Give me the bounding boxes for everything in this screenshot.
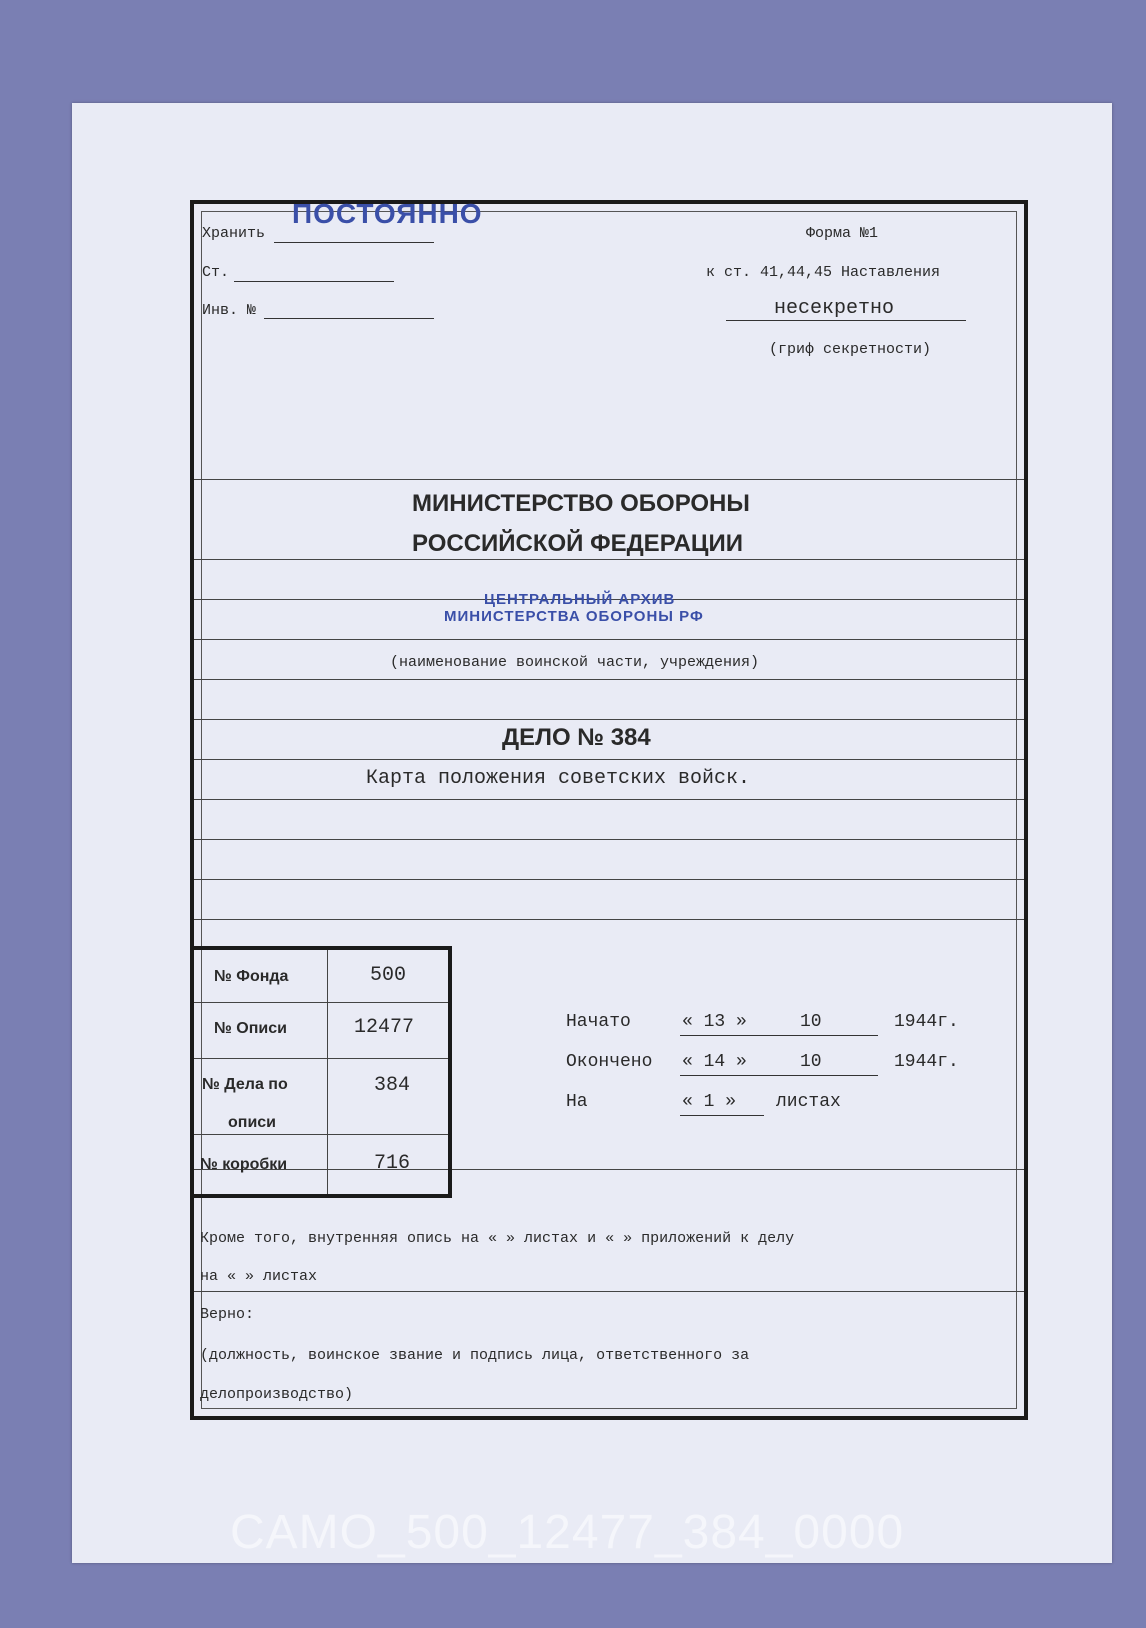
inv-label: Инв. № xyxy=(202,302,257,319)
st-label: Ст. xyxy=(202,264,230,281)
store-underline xyxy=(274,242,434,243)
ended-year: 1944г. xyxy=(894,1052,959,1072)
started-month: 10 xyxy=(800,1012,822,1032)
rule-line xyxy=(194,639,1024,640)
inv-underline xyxy=(264,318,434,319)
case-title: ДЕЛО № 384 xyxy=(502,724,651,751)
secrecy-underline xyxy=(726,320,966,321)
unit-caption: (наименование воинской части, учреждения) xyxy=(390,654,760,671)
rule-line xyxy=(194,799,1024,800)
started-label: Начато xyxy=(566,1012,631,1032)
permanent-stamp: ПОСТОЯННО xyxy=(292,198,483,229)
inventory-value: 12477 xyxy=(354,1016,415,1039)
archive-stamp-line1: ЦЕНТРАЛЬНЫЙ АРХИВ xyxy=(484,591,676,608)
sheets-value: « 1 » xyxy=(682,1092,737,1112)
registry-table xyxy=(194,946,452,1198)
table-row-divider xyxy=(194,1002,448,1003)
rule-line xyxy=(194,879,1024,880)
footer-line1: Кроме того, внутренняя опись на « » листах и « » приложений к делу xyxy=(200,1230,795,1247)
rule-line xyxy=(194,839,1024,840)
archive-stamp-line2: МИНИСТЕРСТВА ОБОРОНЫ РФ xyxy=(444,608,704,625)
table-row-divider xyxy=(194,1134,448,1135)
rule-line xyxy=(194,679,1024,680)
form-label: Форма №1 xyxy=(806,225,879,242)
box-label: № коробки xyxy=(200,1156,288,1173)
sheets-label: На xyxy=(566,1092,588,1112)
inventory-label: № Описи xyxy=(214,1020,287,1037)
rule-line xyxy=(194,479,1024,480)
case-number-label2: описи xyxy=(228,1114,277,1131)
ended-underline xyxy=(680,1075,878,1076)
started-underline xyxy=(680,1035,878,1036)
rule-line xyxy=(194,1291,1024,1292)
ended-day: « 14 » xyxy=(682,1052,747,1072)
st-underline xyxy=(234,281,394,282)
table-row-divider xyxy=(194,1058,448,1059)
rule-line xyxy=(194,559,1024,560)
case-number-value: 384 xyxy=(374,1074,411,1097)
ended-month: 10 xyxy=(800,1052,822,1072)
secrecy-value: несекретно xyxy=(774,297,895,320)
sheets-underline xyxy=(680,1115,764,1116)
archive-watermark: CAMO_500_12477_384_0000 xyxy=(230,1506,905,1559)
caption-line2: делопроизводство) xyxy=(200,1386,354,1403)
box-value: 716 xyxy=(374,1152,411,1175)
article-ref: к ст. 41,44,45 Наставления xyxy=(706,264,941,281)
rule-line xyxy=(194,759,1024,760)
rule-line xyxy=(194,919,1024,920)
started-year: 1944г. xyxy=(894,1012,959,1032)
verified-label: Верно: xyxy=(200,1306,255,1323)
ministry-line2: РОССИЙСКОЙ ФЕДЕРАЦИИ xyxy=(412,530,743,557)
ministry-line1: МИНИСТЕРСТВО ОБОРОНЫ xyxy=(412,490,750,517)
footer-line2: на « » листах xyxy=(200,1268,318,1285)
rule-line xyxy=(194,719,1024,720)
store-label: Хранить xyxy=(202,225,266,242)
ended-label: Окончено xyxy=(566,1052,653,1072)
sheets-word: листах xyxy=(776,1092,841,1112)
fund-label: № Фонда xyxy=(214,968,289,985)
secrecy-caption: (гриф секретности) xyxy=(769,341,932,358)
fund-value: 500 xyxy=(370,964,407,987)
started-day: « 13 » xyxy=(682,1012,747,1032)
caption-line1: (должность, воинское звание и подпись лица, ответственного за xyxy=(200,1347,750,1364)
form-frame xyxy=(190,200,1028,1420)
case-description: Карта положения советских войск. xyxy=(366,767,751,790)
case-number-label: № Дела по xyxy=(202,1076,288,1093)
